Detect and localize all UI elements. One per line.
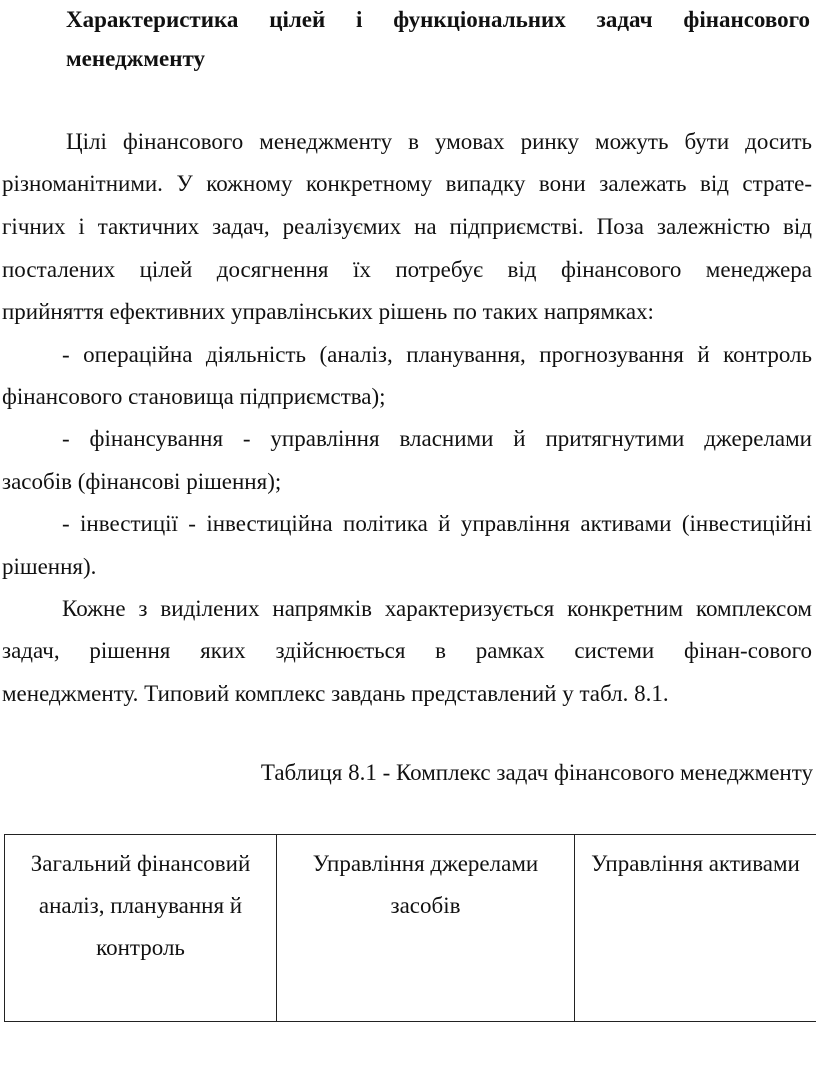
paragraph1-line-4: посталених цілей досягнення їх потребує від фінансового менеджера (2, 257, 812, 282)
list-item-1-line-1: - операційна діяльність (аналіз, планування, прогнозування й контроль (62, 342, 812, 367)
table-row (5, 835, 816, 1022)
paragraph1-line-5: прийняття ефективних управлінських рішень по таких напрямках: (2, 299, 654, 324)
tasks-table (4, 834, 816, 1022)
list-item-3-line-2: рішення). (2, 554, 97, 579)
cell-text-line: Управління джерелами (312, 851, 539, 876)
table-cell-general-analysis (5, 835, 277, 1022)
table-cell-funding-sources (277, 835, 575, 1022)
heading-line-2: менеджменту (66, 46, 205, 71)
paragraph2-line-2: задач, рішення яких здійснюється в рамках системи фінан-сового (2, 638, 812, 663)
paragraph1-line-3: гічних і тактичних задач, реалізуємих на підприємстві. Поза залежністю від (2, 214, 812, 239)
cell-text-line: контроль (96, 935, 185, 960)
list-item-2-line-2: засобів (фінансові рішення); (2, 469, 282, 494)
cell-text-line: Управління активами (591, 851, 800, 876)
heading-line-1: Характеристика цілей і функціональних задач фінансового (66, 7, 810, 32)
paragraph2-line-1: Кожне з виділених напрямків характеризується конкретним комплексом (62, 596, 812, 621)
cell-text-line: Загальний фінансовий (30, 851, 251, 876)
cell-text-line: аналіз, планування й (38, 893, 243, 918)
list-item-3-line-1: - інвестиції - інвестиційна політика й управління активами (інвестиційні (62, 511, 812, 536)
paragraph1-line-2: різноманітними. У кожному конкретному випадку вони залежать від страте- (2, 171, 812, 196)
cell-text-line: засобів (390, 893, 461, 918)
list-item-2-line-1: - фінансування - управління власними й притягнутими джерелами (62, 426, 812, 451)
list-item-1-line-2: фінансового становища підприємства); (2, 384, 386, 409)
paragraph1-line-1: Цілі фінансового менеджменту в умовах ринку можуть бути досить (66, 129, 812, 154)
table-caption: Таблиця 8.1 - Комплекс задач фінансового менеджменту (260, 760, 813, 785)
paragraph2-line-3: менеджменту. Типовий комплекс завдань представлений у табл. 8.1. (2, 681, 669, 706)
table-cell-asset-management (575, 835, 816, 1022)
